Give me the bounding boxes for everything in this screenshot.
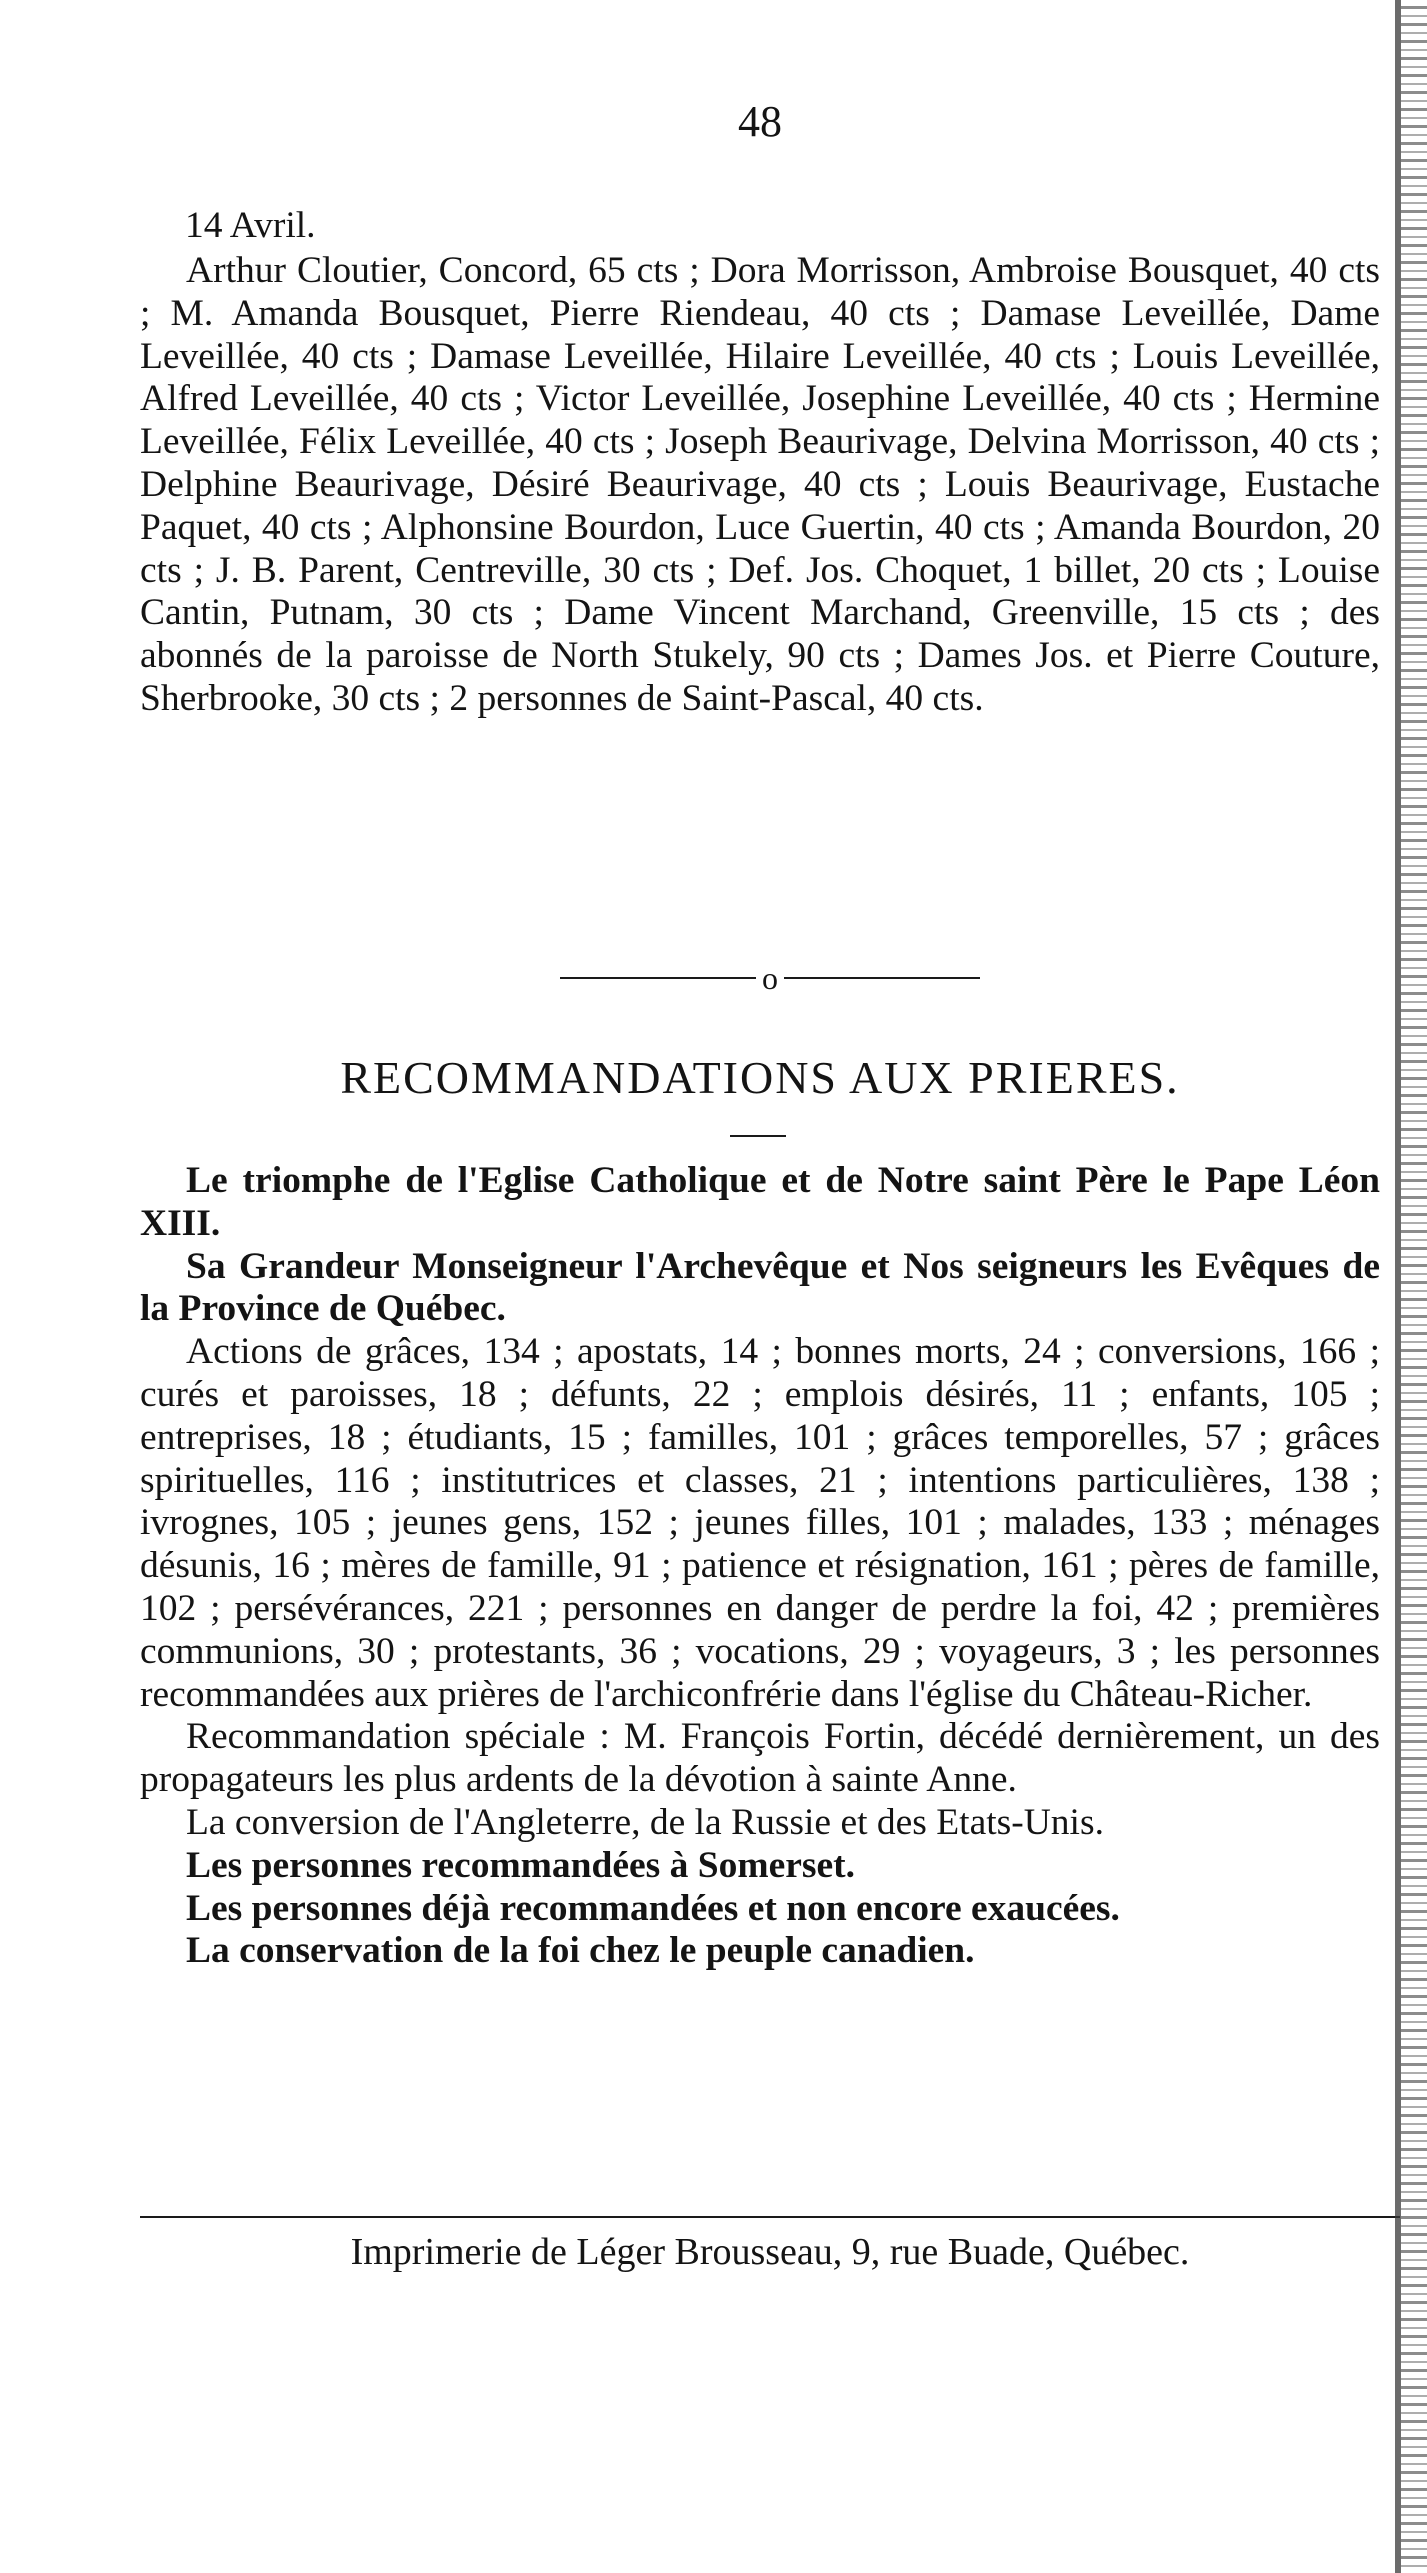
donations-block bbox=[140, 250, 1380, 721]
section-heading: RECOMMANDATIONS AUX PRIERES. bbox=[340, 1052, 1180, 1103]
donations-paragraph: Arthur Cloutier, Concord, 65 cts ; Dora Morrisson, Ambroise Bousquet, 40 cts ; M. Amanda Bousquet, Pierre Riendeau, 40 cts ; Damase Leveillée, Dame Leveillée, 40 cts ; Damase Leveillée, Hilaire Leveillée, 40 cts ; Louis Leveillée, Alfred Leveillée, 40 cts ; Victor Leveillée, Josephine Leveillée, 40 cts ; Hermine Leveillée, Félix Leveillée, 40 cts ; Joseph Beaurivage, Delvina Morrisson, 40 cts ; Delphine Beaurivage, Désiré Beaurivage, 40 cts ; Louis Beaurivage, Eustache Paquet, 40 cts ; Alphonsine Bourdon, Luce Guertin, 40 cts ; Amanda Bourdon, 20 cts ; J. B. Parent, Centreville, 30 cts ; Def. Jos. Choquet, 1 billet, 20 cts ; Louise Cantin, Putnam, 30 cts ; Dame Vincent Marchand, Greenville, 15 cts ; des abonnés de la paroisse de North Stukely, 90 cts ; Dames Jos. et Pierre Couture, Sherbrooke, 30 cts ; 2 personnes de Saint-Pascal, 40 cts. bbox=[140, 250, 1380, 719]
footer-rule bbox=[140, 2216, 1400, 2218]
recommendation-item: La conservation de la foi chez le peuple canadien. bbox=[186, 1930, 975, 1972]
scan-edge-border bbox=[1401, 0, 1427, 2573]
recommendation-item: Actions de grâces, 134 ; apostats, 14 ; bonnes morts, 24 ; conversions, 166 ; curés et paroisses, 18 ; défunts, 22 ; emplois désirés, 11 ; enfants, 105 ; entreprises, 18 ; étudiants, 15 ; familles, 101 ; grâces temporelles, 57 ; grâces spirituelles, 116 ; institutrices et classes, 21 ; intentions particulières, 138 ; ivrognes, 105 ; jeunes gens, 152 ; jeunes filles, 101 ; malades, 133 ; ménages désunis, 16 ; mères de famille, 91 ; patience et résignation, 161 ; pères de famille, 102 ; persévérances, 221 ; personnes en danger de perdre la foi, 42 ; premières communions, 30 ; protestants, 36 ; vocations, 29 ; voyageurs, 3 ; les personnes recommandées aux prières de l'archiconfrérie dans l'église du Château-Richer. bbox=[140, 1331, 1380, 1715]
recommendation-item: Sa Grandeur Monseigneur l'Archevêque et Nos seigneurs les Evêques de la Province de Québec. bbox=[140, 1245, 1380, 1330]
recommendation-item: Recommandation spéciale : M. François Fortin, décédé dernièrement, un des propagateurs les plus ardents de la dévotion à sainte Anne. bbox=[140, 1716, 1380, 1801]
recommendation-item: Les personnes déjà recommandées et non encore exaucées. bbox=[186, 1887, 1120, 1929]
recommendation-item: La conversion de l'Angleterre, de la Russie et des Etats-Unis. bbox=[186, 1801, 1104, 1843]
divider-rule-right bbox=[784, 977, 980, 979]
donation-date: 14 Avril. bbox=[185, 205, 316, 246]
heading-rule bbox=[730, 1135, 786, 1137]
page-number: 48 bbox=[738, 97, 782, 146]
recommendation-item: Les personnes recommandées à Somerset. bbox=[186, 1844, 855, 1886]
divider-mark: o bbox=[762, 960, 778, 996]
section-divider bbox=[560, 948, 980, 1008]
recommendations-list bbox=[140, 1160, 1380, 1973]
divider-rule-left bbox=[560, 977, 756, 979]
printer-imprint: Imprimerie de Léger Brousseau, 9, rue Buade, Québec. bbox=[350, 2231, 1190, 2273]
recommendation-item: Le triomphe de l'Eglise Catholique et de Notre saint Père le Pape Léon XIII. bbox=[140, 1160, 1380, 1244]
